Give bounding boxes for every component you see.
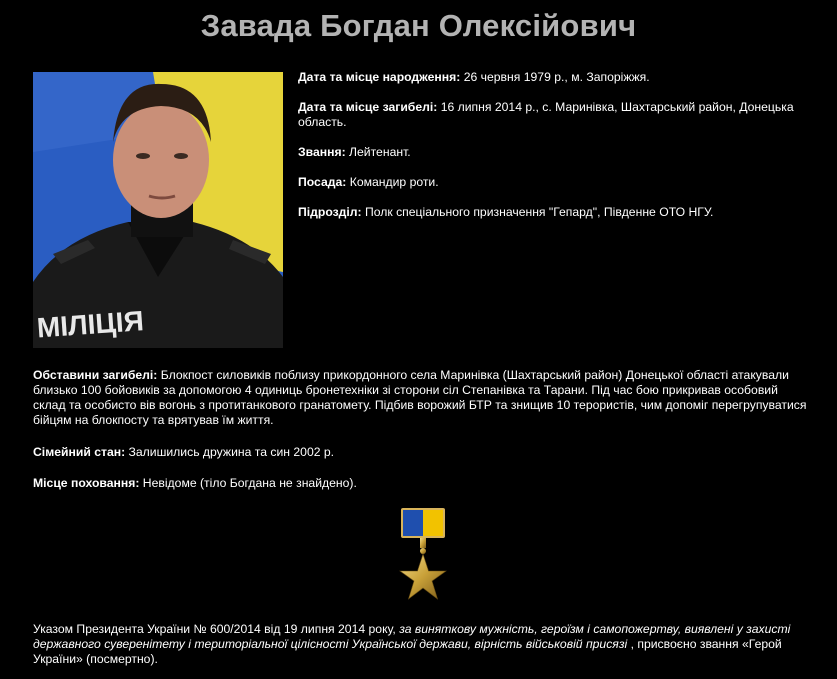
death-label: Дата та місце загибелі: [298, 100, 438, 114]
personal-info [298, 70, 808, 235]
rank-info [298, 145, 808, 160]
decree-italic: за виняткову мужність, героїзм і самопожертву, виявлені у захисті державного суверенітету і територіальної цілісності Української держави, вірність військовій присязі [33, 622, 791, 651]
circumstances-value: Блокпост силовиків поблизу прикордонного села Маринівка (Шахтарський район) Донецької області атакували близько 100 бойовиків за допомогою 4 одиниць бронетехніки зі сторони сіл Степанівка та Тарани. Під час бою прикривав особовий склад та особисто вів вогонь з протитанкового гранатомету. Підбив ворожий БТР та знищив 10 терористів, чим допоміг перегрупуватися бійцям на блокпосту та врятував їм життя. [33, 368, 807, 427]
circumstances-label: Обставини загибелі: [33, 368, 158, 382]
hero-of-ukraine-medal-icon [393, 507, 453, 607]
birth-label: Дата та місце народження: [298, 70, 461, 84]
family-section [33, 445, 813, 460]
rank-value: Лейтенант. [345, 145, 411, 159]
position-value: Командир роти. [346, 175, 439, 189]
page-title: Завада Богдан Олексійович [200, 8, 637, 43]
circumstances-section [33, 368, 813, 428]
position-info [298, 175, 808, 190]
rank-label: Звання: [298, 145, 346, 159]
unit-label: Підрозділ: [298, 205, 362, 219]
family-value: Залишились дружина та син 2002 р. [125, 445, 335, 459]
unit-info [298, 205, 808, 220]
birth-info [298, 70, 808, 85]
family-label: Сімейний стан: [33, 445, 126, 459]
death-info [298, 100, 808, 130]
position-label: Посада: [298, 175, 347, 189]
decree-text [33, 622, 813, 667]
burial-label: Місце поховання: [33, 476, 140, 490]
decree-tail: , присвоєно звання «Герой України» (посмертно). [33, 637, 782, 666]
unit-value: Полк спеціального призначення "Гепард", Південне ОТО НГУ. [361, 205, 714, 219]
portrait-photo [33, 72, 283, 348]
birth-value: 26 червня 1979 р., м. Запоріжжя. [460, 70, 650, 84]
burial-section [33, 476, 813, 491]
militia-patch-text: МІЛІЦІЯ [35, 305, 145, 344]
death-value: 16 липня 2014 р., с. Маринівка, Шахтарський район, Донецька область. [298, 100, 794, 129]
decree-plain: Указом Президента України № 600/2014 від 19 липня 2014 року, [33, 622, 400, 636]
burial-value: Невідоме (тіло Богдана не знайдено). [139, 476, 357, 490]
